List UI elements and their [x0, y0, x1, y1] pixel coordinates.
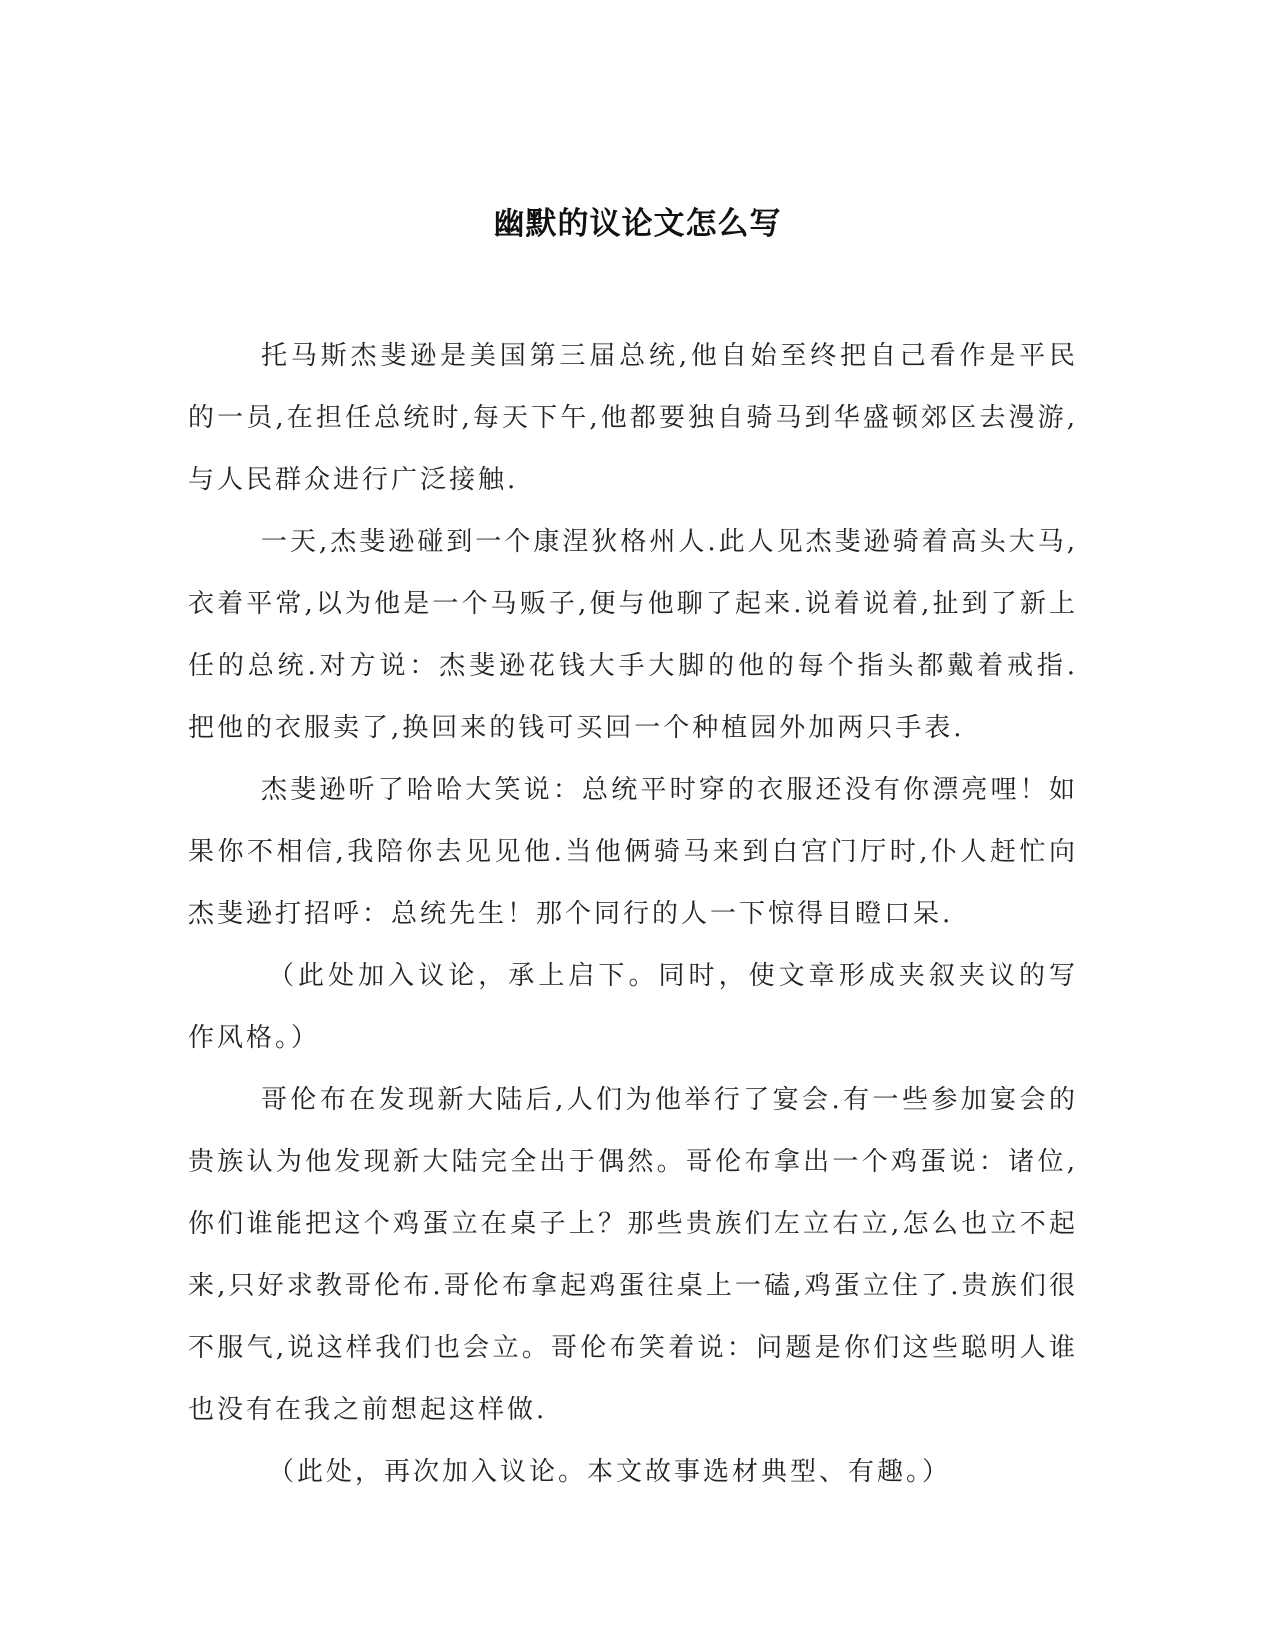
paragraph-jefferson-laugh: 杰斐逊听了哈哈大笑说：总统平时穿的衣服还没有你漂亮哩！如果你不相信,我陪你去见见他.当他俩骑马来到白宫门厅时,仆人赶忙向杰斐逊打招呼：总统先生！那个同行的人一下惊得目瞪口呆. [188, 775, 1078, 929]
document-title: 幽默的议论文怎么写 [493, 206, 782, 242]
document-body [188, 325, 1078, 1503]
paragraph-jefferson-intro: 托马斯杰斐逊是美国第三届总统,他自始至终把自己看作是平民的一员,在担任总统时,每天下午,他都要独自骑马到华盛顿郊区去漫游,与人民群众进行广泛接触. [188, 341, 1078, 495]
paragraph-jefferson-encounter: 一天,杰斐逊碰到一个康涅狄格州人.此人见杰斐逊骑着高头大马,衣着平常,以为他是一个马贩子,便与他聊了起来.说着说着,扯到了新上任的总统.对方说：杰斐逊花钱大手大脚的他的每个指头都戴着戒指.把他的衣服卖了,换回来的钱可买回一个种植园外加两只手表. [188, 527, 1078, 743]
paragraph-columbus: 哥伦布在发现新大陆后,人们为他举行了宴会.有一些参加宴会的贵族认为他发现新大陆完全出于偶然。哥伦布拿出一个鸡蛋说：诸位,你们谁能把这个鸡蛋立在桌子上？那些贵族们左立右立,怎么也立不起来,只好求教哥伦布.哥伦布拿起鸡蛋往桌上一磕,鸡蛋立住了.贵族们很不服气,说这样我们也会立。哥伦布笑着说：问题是你们这些聪明人谁也没有在我之前想起这样做. [188, 1085, 1078, 1425]
paragraph-note-2: （此处，再次加入议论。本文故事选材典型、有趣。） [268, 1457, 952, 1487]
paragraph-note-1: （此处加入议论，承上启下。同时，使文章形成夹叙夹议的写作风格。） [188, 961, 1078, 1053]
